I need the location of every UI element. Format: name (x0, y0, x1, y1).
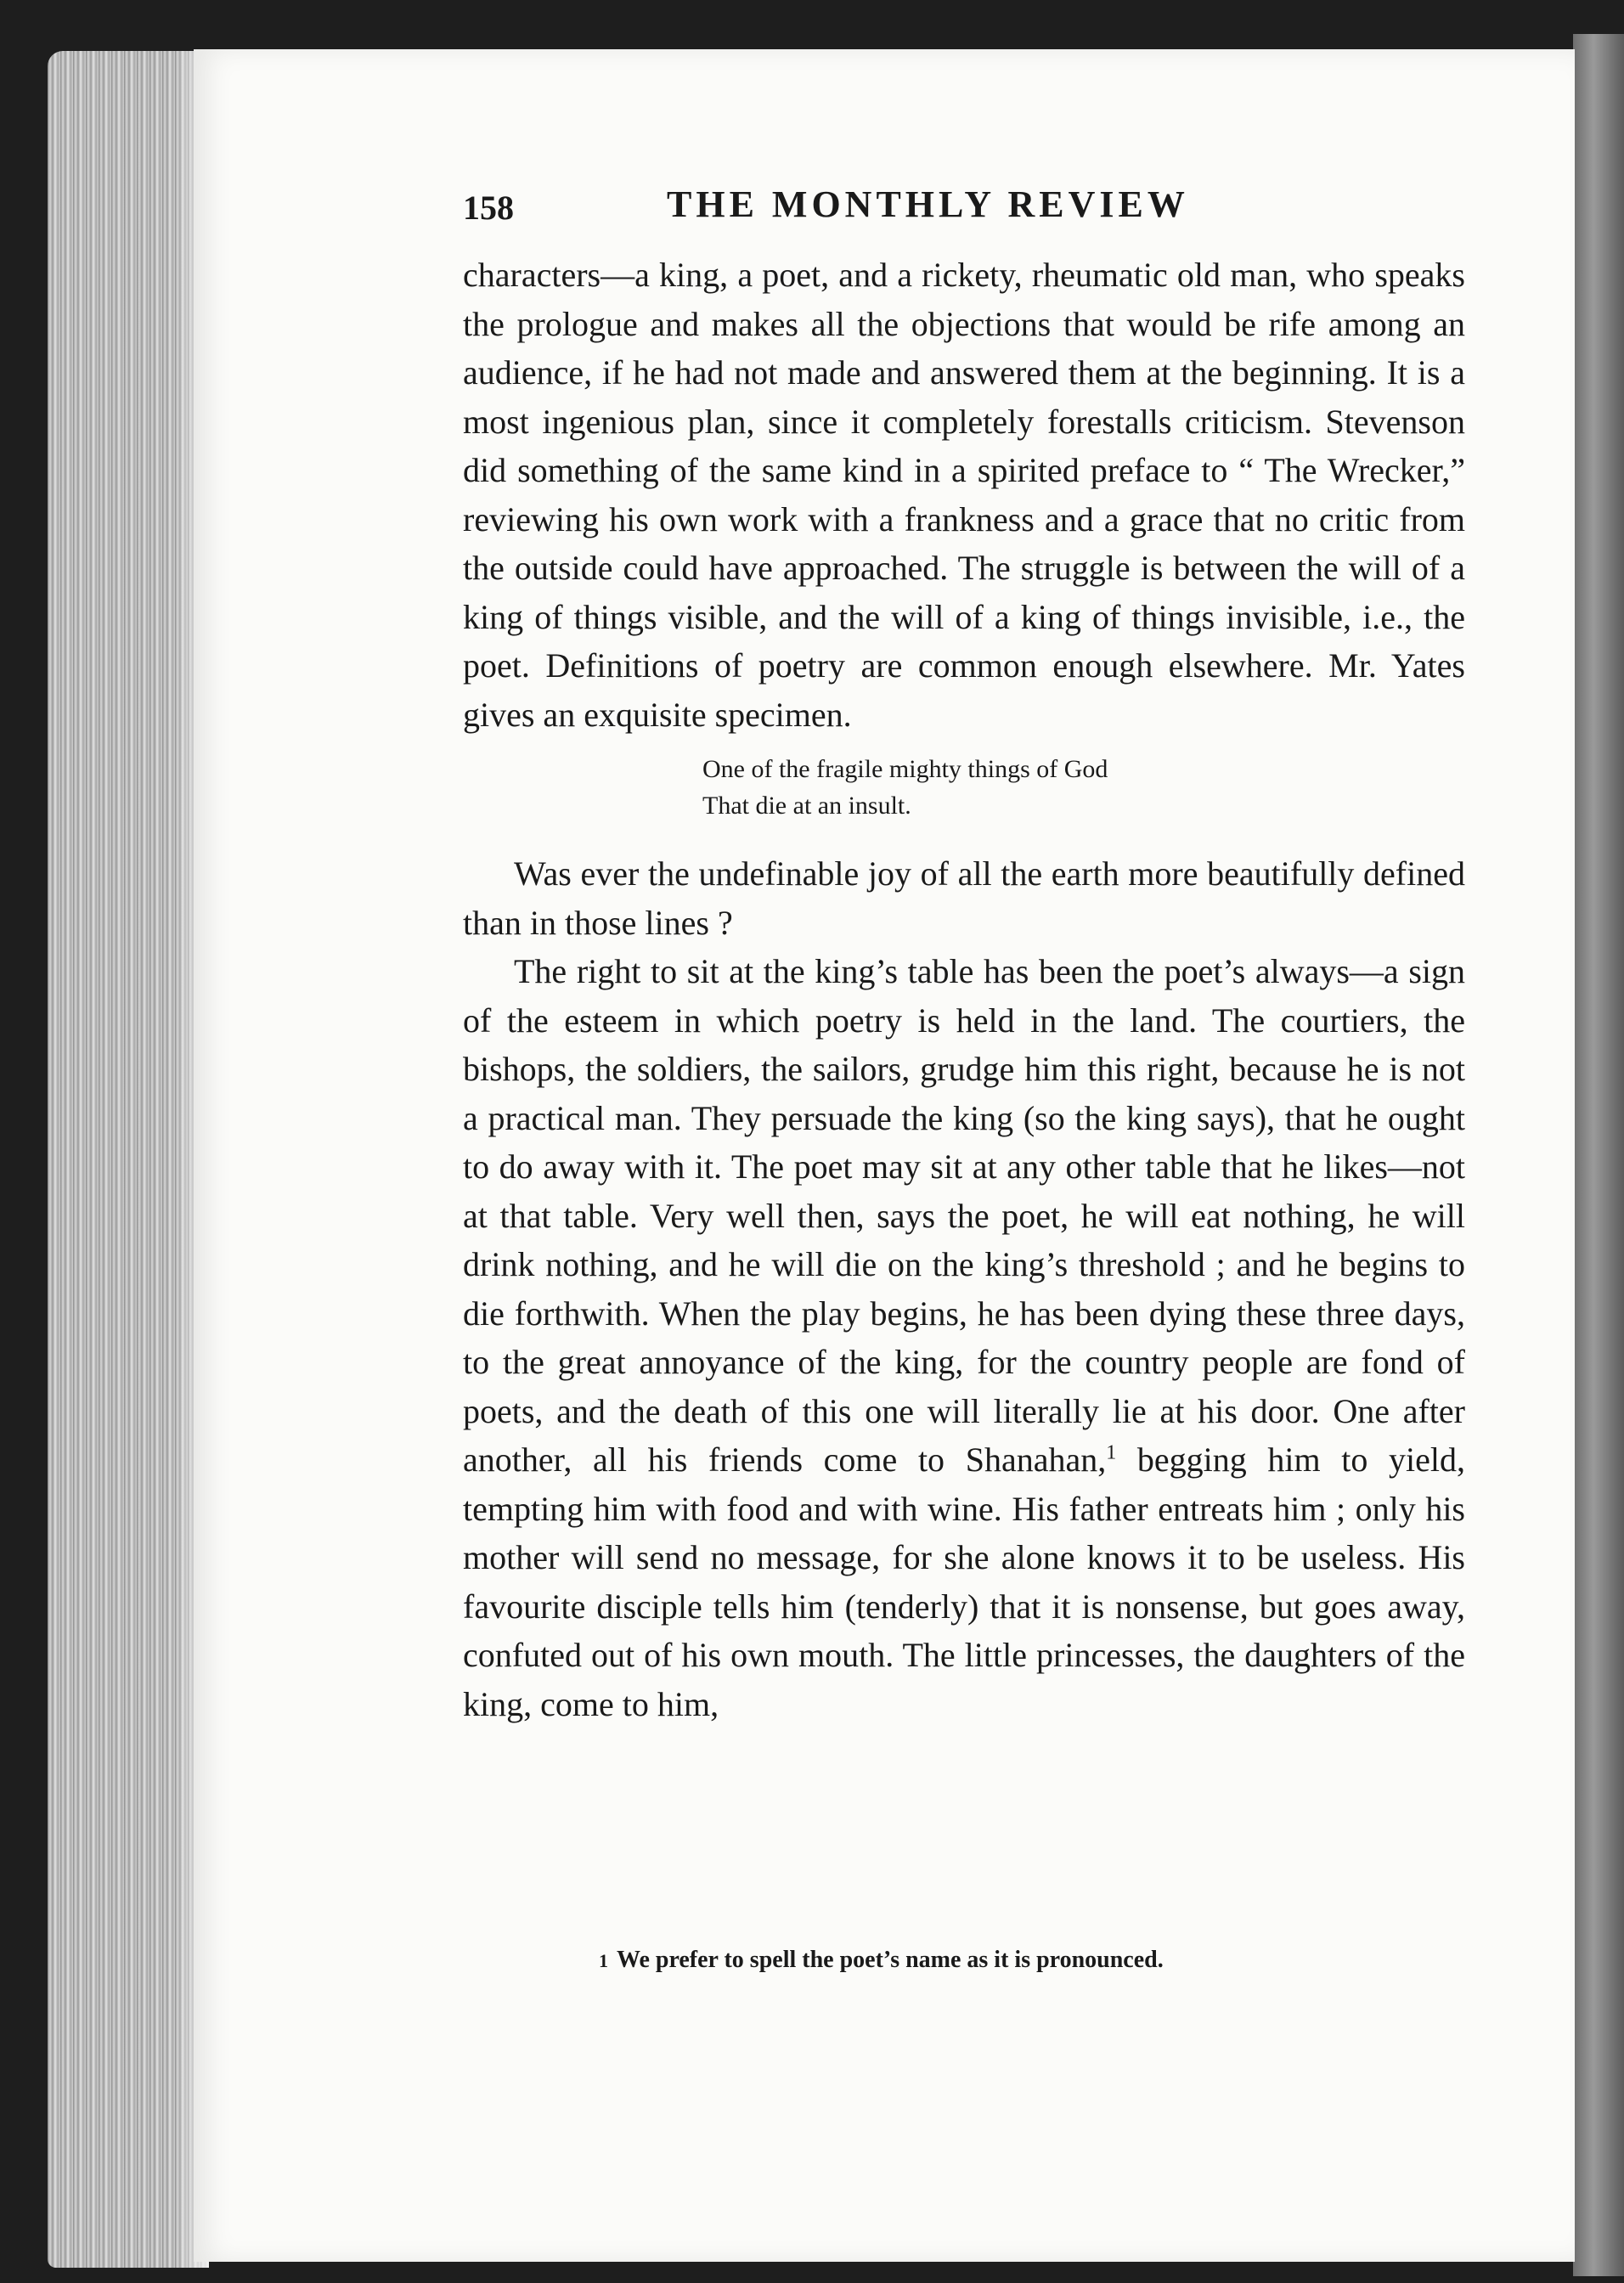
footnote (599, 1947, 1363, 1974)
verse-quote (702, 751, 1465, 824)
page-number: 158 (463, 189, 514, 227)
footnote-text: We prefer to spell the poet’s name as it is pronounced. (617, 1947, 1164, 1973)
paragraph-3-part-2: begging him to yield, tempting him with food and with wine. His father entreats him ; only his mother will send no message, for she alone knows it to be useless. His favourite disciple tells him (tenderly) that it is nonsense, but goes away, confuted out of his own mouth. The little princesses, the daughters of the king, come to him, (463, 1440, 1465, 1723)
paragraph-2: Was ever the undefinable joy of all the earth more beautifully defined than in those lines ? (463, 854, 1465, 942)
page-edges (48, 51, 209, 2268)
footnote-reference: 1 (1106, 1441, 1117, 1464)
paragraph-3-part-1: The right to sit at the king’s table has been the poet’s always—a sign of the esteem in which poetry is held in the land. The courtiers, the bishops, the soldiers, the sailors, grudge him this right, because he is not a practical man. They persuade the king (so the king says), that he ought to do away with it. The poet may sit at any other table that he likes—not at that table. Very well then, says the poet, he will eat nothing, he will drink nothing, and he will die on the king’s threshold ; and he begins to die forthwith. When the play begins, he has been dying these three days, to the great annoyance of the king, for the country people are fond of poets, and the death of this one will literally lie at his door. One after another, all his friends come to Shanahan, (463, 952, 1465, 1479)
quote-line-2: That die at an insult. (702, 792, 911, 820)
paragraph-1: characters—a king, a poet, and a rickety, rheumatic old man, who speaks the prologue and makes all the objections that would be rife among an audience, if he had not made and answered them at the beginning. It is a most ingenious plan, since it completely forestalls criticism. Stevenson did something of the same kind in a spirited preface to “ The Wrecker,” reviewing his own work with a frankness and a grace that no critic from the outside could have approached. The struggle is between the will of a king of things visible, and the will of a king of things invisible, i.e., the poet. Definitions of poetry are common enough elsewhere. Mr. Yates gives an exquisite specimen. (463, 256, 1465, 734)
page-header (463, 183, 1448, 251)
footnote-mark: 1 (599, 1950, 608, 1971)
paragraph-3 (463, 947, 1465, 1728)
book-cover-edge (1573, 34, 1624, 2276)
running-head: THE MONTHLY REVIEW (667, 183, 1189, 225)
body-text (463, 251, 1465, 1728)
quote-line-1: One of the fragile mighty things of God (702, 755, 1108, 783)
